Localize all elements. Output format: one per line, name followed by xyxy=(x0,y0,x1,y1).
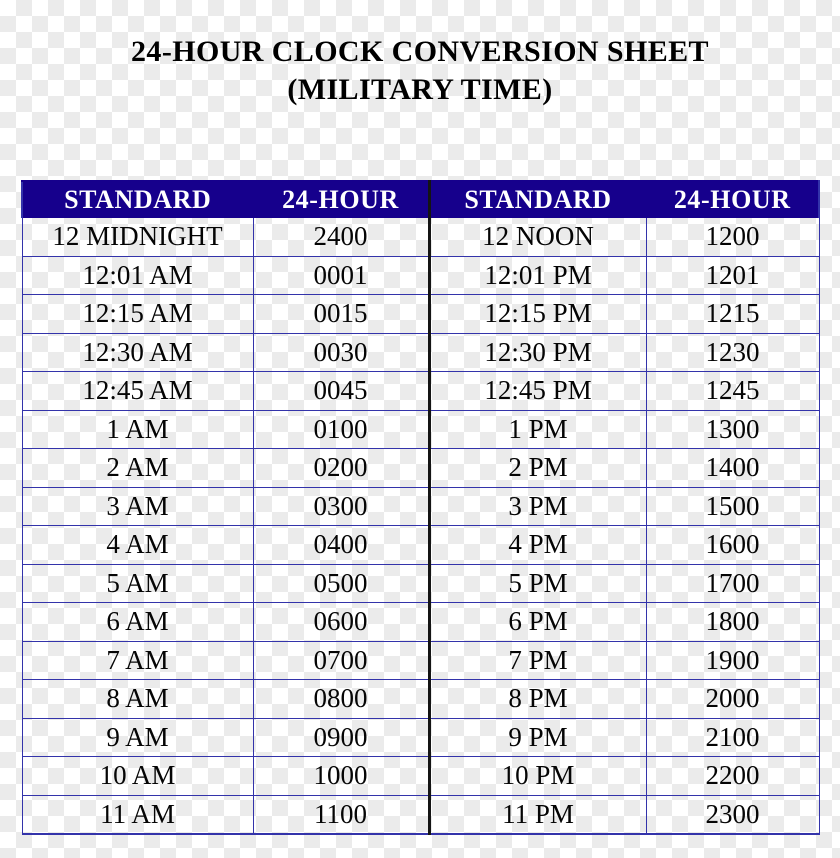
table-cell: 9 AM xyxy=(22,718,253,757)
table-cell: 2100 xyxy=(646,718,819,757)
table-cell: 6 PM xyxy=(429,603,646,642)
title-line-primary: 24-HOUR CLOCK CONVERSION SHEET xyxy=(131,35,709,68)
table-cell: 8 AM xyxy=(22,680,253,719)
table-cell: 6 AM xyxy=(22,603,253,642)
table-cell: 0300 xyxy=(253,487,429,526)
table-cell: 1300 xyxy=(646,410,819,449)
table-cell: 4 PM xyxy=(429,526,646,565)
table-row xyxy=(22,603,819,642)
table-cell: 1215 xyxy=(646,295,819,334)
table-cell: 1 AM xyxy=(22,410,253,449)
table-cell: 1201 xyxy=(646,256,819,295)
table-cell: 3 PM xyxy=(429,487,646,526)
table-cell: 10 AM xyxy=(22,757,253,796)
table-row xyxy=(22,449,819,488)
table-cell: 5 AM xyxy=(22,564,253,603)
table-cell: 0600 xyxy=(253,603,429,642)
column-header-24hour-pm: 24-HOUR xyxy=(646,181,819,218)
table-cell: 0001 xyxy=(253,256,429,295)
table-cell: 12:15 AM xyxy=(22,295,253,334)
table-cell: 3 AM xyxy=(22,487,253,526)
title-line-secondary: (MILITARY TIME) xyxy=(287,73,553,106)
table-cell: 7 AM xyxy=(22,641,253,680)
table-cell: 1900 xyxy=(646,641,819,680)
table-row xyxy=(22,487,819,526)
column-header-standard-pm: STANDARD xyxy=(429,181,646,218)
table-cell: 0045 xyxy=(253,372,429,411)
table-cell: 0900 xyxy=(253,718,429,757)
table-cell: 0015 xyxy=(253,295,429,334)
table-cell: 12:01 AM xyxy=(22,256,253,295)
table-body xyxy=(22,218,819,835)
table-row xyxy=(22,795,819,834)
table-cell: 8 PM xyxy=(429,680,646,719)
table-cell: 9 PM xyxy=(429,718,646,757)
table-cell: 5 PM xyxy=(429,564,646,603)
page-title xyxy=(0,33,840,109)
table-cell: 1 PM xyxy=(429,410,646,449)
table-row xyxy=(22,757,819,796)
table-header xyxy=(22,181,819,218)
table-row xyxy=(22,718,819,757)
table-row xyxy=(22,641,819,680)
column-header-standard-am: STANDARD xyxy=(22,181,253,218)
table-cell: 12 MIDNIGHT xyxy=(22,218,253,257)
table-cell: 2 AM xyxy=(22,449,253,488)
table-cell: 2 PM xyxy=(429,449,646,488)
table-cell: 10 PM xyxy=(429,757,646,796)
table-cell: 7 PM xyxy=(429,641,646,680)
table-cell: 12:15 PM xyxy=(429,295,646,334)
table-cell: 0500 xyxy=(253,564,429,603)
table-cell: 2000 xyxy=(646,680,819,719)
table-cell: 1100 xyxy=(253,795,429,834)
table-cell: 2200 xyxy=(646,757,819,796)
table-cell: 0800 xyxy=(253,680,429,719)
table-cell: 11 AM xyxy=(22,795,253,834)
table-cell: 12:01 PM xyxy=(429,256,646,295)
table-cell: 0700 xyxy=(253,641,429,680)
table-cell: 12:30 PM xyxy=(429,333,646,372)
table-cell: 1230 xyxy=(646,333,819,372)
table-row xyxy=(22,333,819,372)
conversion-table xyxy=(21,180,820,835)
table-cell: 0400 xyxy=(253,526,429,565)
table-cell: 1700 xyxy=(646,564,819,603)
table-row xyxy=(22,564,819,603)
table-cell: 0100 xyxy=(253,410,429,449)
table-cell: 2400 xyxy=(253,218,429,257)
table-header-row xyxy=(22,181,819,218)
table-cell: 0030 xyxy=(253,333,429,372)
table-cell: 1245 xyxy=(646,372,819,411)
conversion-table-container xyxy=(21,180,818,835)
table-cell: 1600 xyxy=(646,526,819,565)
table-cell: 1200 xyxy=(646,218,819,257)
table-cell: 2300 xyxy=(646,795,819,834)
table-cell: 0200 xyxy=(253,449,429,488)
table-cell: 12:45 PM xyxy=(429,372,646,411)
table-cell: 1800 xyxy=(646,603,819,642)
table-cell: 12:45 AM xyxy=(22,372,253,411)
table-row xyxy=(22,526,819,565)
table-cell: 4 AM xyxy=(22,526,253,565)
table-row xyxy=(22,295,819,334)
table-cell: 12 NOON xyxy=(429,218,646,257)
table-row xyxy=(22,256,819,295)
table-cell: 11 PM xyxy=(429,795,646,834)
table-cell: 12:30 AM xyxy=(22,333,253,372)
table-cell: 1400 xyxy=(646,449,819,488)
column-header-24hour-am: 24-HOUR xyxy=(253,181,429,218)
table-row xyxy=(22,410,819,449)
table-row xyxy=(22,680,819,719)
table-row xyxy=(22,372,819,411)
table-cell: 1500 xyxy=(646,487,819,526)
table-cell: 1000 xyxy=(253,757,429,796)
table-row xyxy=(22,218,819,257)
